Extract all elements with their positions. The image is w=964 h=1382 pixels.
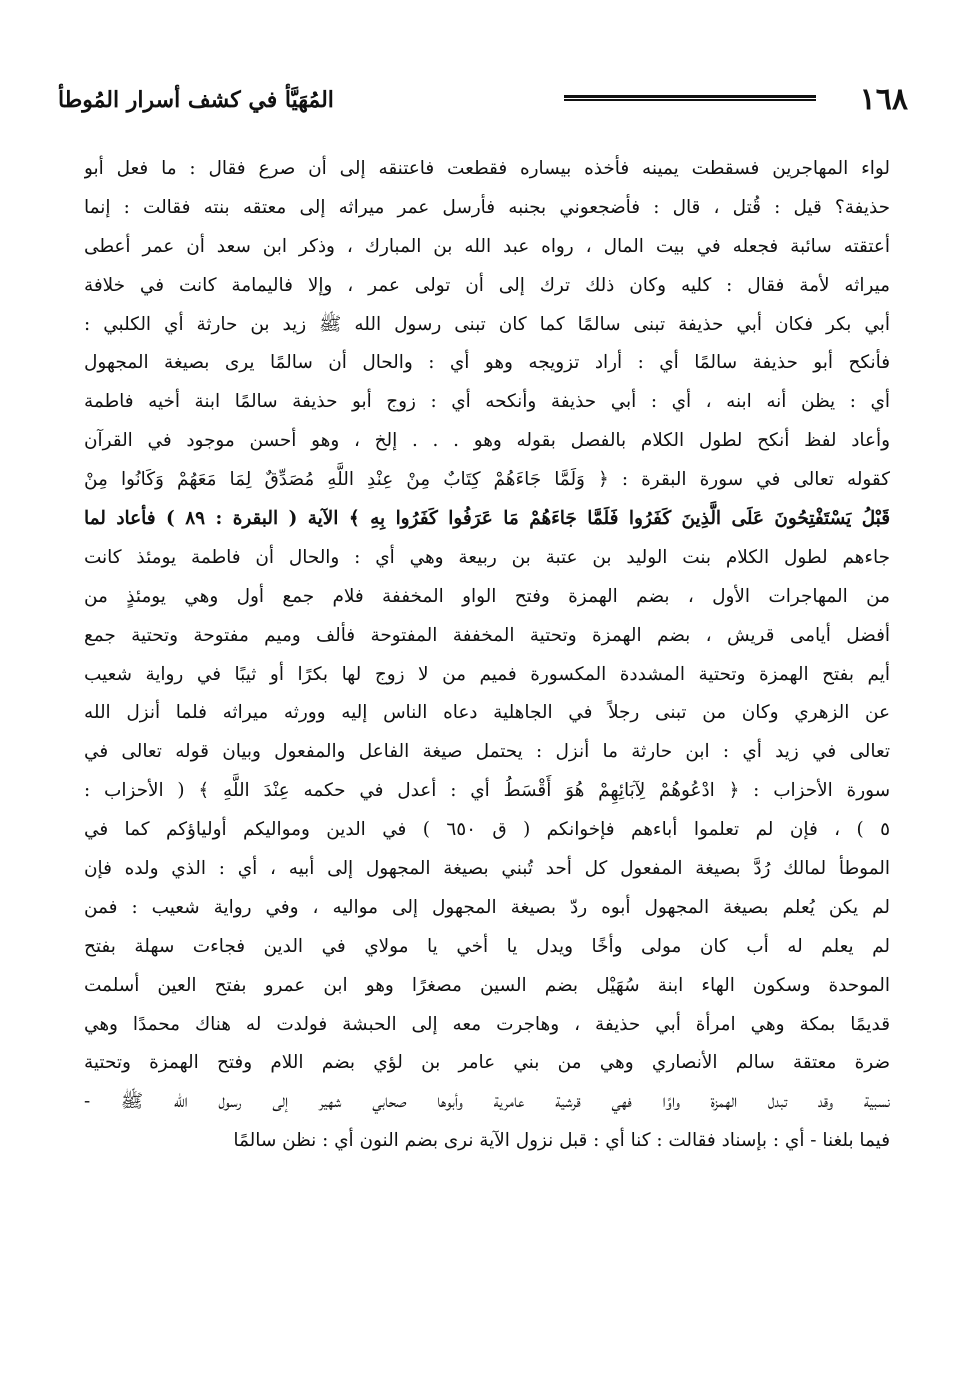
text-line: فأنكح أبو حذيفة سالمًا أي : أراد تزويجه وهو أي : والحال أن سالمًا يرى بصيغة المجهول: [84, 352, 890, 374]
text-line: حذيفة؟ قيل : قُتل ، قال : فأضجعوني بجنبه فأرسل عمر ميراثه إلى معتقه بنته فقالت : إنما: [84, 196, 890, 218]
text-line: جاءهم لطول الكلام بنت الوليد بن عتبة بن ربيعة وهي أي : والحال أن فاطمة يومئذ كانت: [84, 546, 890, 568]
running-title: المُهَيَّأ في كشف أسرار المُوطأ: [58, 87, 334, 113]
text-line-quran: كقوله تعالى في سورة البقرة : ﴿ وَلَمَّا جَاءَهُمْ كِتَابٌ مِنْ عِنْدِ اللَّهِ مُصَدِّقٌ لِمَا مَعَهُمْ وَكَانُوا مِنْ: [84, 469, 890, 491]
text-line: الموحدة وسكون الهاء ابنة سُهَيْل بضم السين مصغرًا وهو ابن عمرو بفتح العين أسلمت: [84, 974, 890, 996]
text-line: الموطأ لمالك رُدَّ بصيغة المفعول كل أحد تُبني بصيغة المجهول إلى أبيه ، أي : الذي ولده فإن: [84, 858, 890, 880]
text-line: لم يكن يُعلم بصيغة المجهول أبوه ردّ بصيغة المجهول إلى مواليه ، وفي رواية شعيب : فمن: [84, 896, 890, 918]
text-line: تعالى في زيد أي : ابن حارثة ما أنزل : يحتمل صيغة الفاعل والمفعول وبيان قوله تعالى في: [84, 741, 890, 763]
text-line: عن الزهري وكان من تبنى رجلاً في الجاهلية دعاه الناس إليه وورثه ميراثه فلما أنزل الله: [84, 702, 890, 724]
text-line: فيما بلغنا - أي : بإسناد فقالت : كنا أي : قبل نزول الآية نرى بضم النون أي : نظن سالمًا: [233, 1130, 890, 1152]
page-header: [58, 78, 908, 122]
text-line-quran: قَبْلُ يَسْتَفْتِحُونَ عَلَى الَّذِينَ كَفَرُوا فَلَمَّا جَاءَهُمْ مَا عَرَفُوا كَفَرُوا بِهِ ﴾ الآية ( البقرة : ٨٩ ) فأعاد لما: [84, 508, 890, 530]
text-line: من المهاجرات الأول ، بضم الهمزة وفتح الواو المخففة فلام جمع أول وهي يومئذٍ من: [84, 585, 890, 607]
text-line: ميراثه لأمة فقال : كليه وكان ذلك ترك إلى أن تولى عمر ، وإلا فاليمامة كانت في خلافة: [84, 274, 890, 296]
text-line: أعتقته سائبة فجعله في بيت المال ، رواه عبد الله بن المبارك ، وذكر ابن سعد أن عمر أعطى: [84, 235, 890, 257]
body-text: [84, 150, 890, 1161]
text-line: أفضل أيامى قريش ، بضم الهمزة وتحتية المخففة المفتوحة فألف وميم مفتوحة وتحتية جمع: [84, 624, 890, 646]
text-line: ٥ ) ، فإن لم تعلموا أباءهم فإخوانكم ( ق ٦٥٠ ) في الدين ومواليكم أولياؤكم كما في: [84, 819, 890, 841]
text-line: أيم بفتح الهمزة وتحتية المشددة المكسورة فميم من لا زوج لها بكرًا أو ثيبًا في رواية شعيب: [84, 663, 890, 685]
text-line: أبي بكر فكان أبي حذيفة تبنى سالمًا كما كان تبنى رسول الله ﷺ زيد بن حارثة أي الكلبي :: [84, 313, 890, 335]
text-line: نسبية وقد تبدل الهمزة واوًا فهي قرشية عامرية وأبوها صحابي شهير إلى رسول الله ﷺ -: [84, 1091, 890, 1113]
page-number: ١٦٨: [859, 82, 908, 117]
text-line: قديمًا بمكة وهي امرأة أبي حذيفة ، وهاجرت معه إلى الحبشة فولدت له هناك محمدًا وهي: [84, 1013, 890, 1035]
header-rule: [564, 95, 816, 101]
text-line: لواء المهاجرين فسقطت يمينه فأخذه بيساره فقطعت فاعتنقه إلى أن صرع فقال : ما فعل أبو: [84, 158, 890, 179]
text-line: وأعاد لفظ أنكح لطول الكلام بالفصل بقوله وهو . . . إلخ ، وهو أحسن موجود في القرآن: [84, 430, 890, 452]
text-line: لم يعلم له أب كان مولى وأخًا ويدل يا أخي يا مولاي في الدين فجاءت سهلة بفتح: [84, 935, 890, 957]
text-line: ضرة معتقة سالم الأنصاري وهي من بني عامر بن لؤي بضم اللام وفتح الهمزة وتحتية: [84, 1052, 890, 1074]
text-line-quran: سورة الأحزاب : ﴿ ادْعُوهُمْ لِآبَائِهِمْ هُوَ أَقْسَطُ أي : أعدل في حكمه عِنْدَ اللَّهِ ﴾ ( الأحزاب :: [84, 780, 890, 802]
text-line: أي : يظن أنه ابنه ، أي : أبي حذيفة وأنكحه أي : زوج أبو حذيفة سالمًا ابنة أخيه فاطمة: [84, 391, 890, 413]
